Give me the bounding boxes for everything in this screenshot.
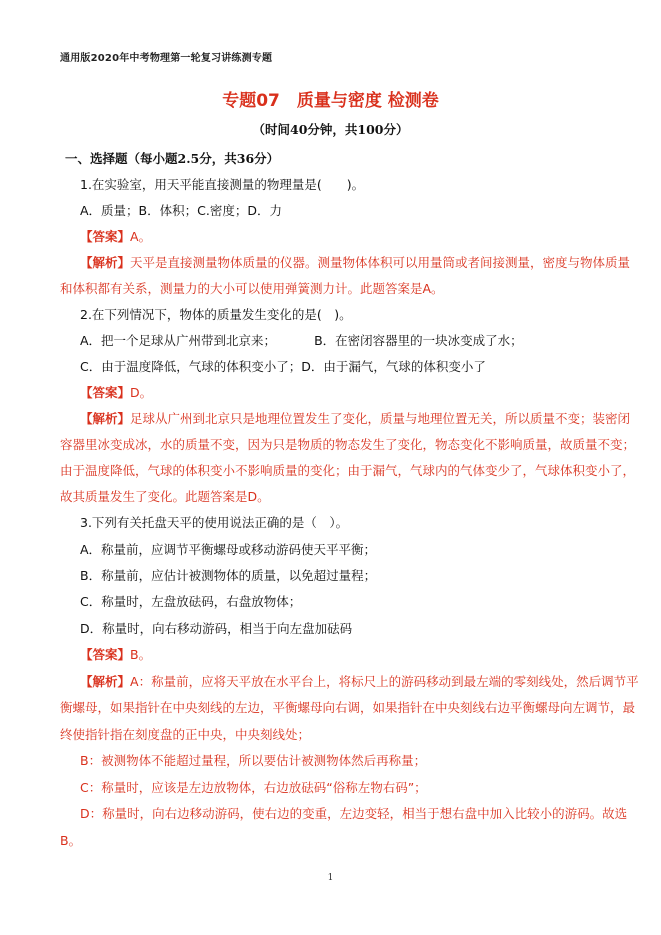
q2-option-b: B．在密闭容器里的一块冰变成了水； (314, 333, 523, 348)
q1-analysis-line2: 和体积都有关系，测量力的大小可以使用弹簧测力计。此题答案是A。 (60, 281, 444, 296)
q3-analysis-line1 (80, 674, 639, 690)
page-number: 1 (327, 873, 334, 883)
q3-option-c: C．称量时，左盘放砝码，右盘放物体； (80, 594, 302, 609)
q2-option-a: A．把一个足球从广州带到北京来； (80, 333, 277, 348)
analysis-text: 足球从广州到北京只是地理位置发生了变化，质量与地理位置无关，所以质量不变；装密闭 (130, 411, 631, 426)
analysis-text: 天平是直接测量物体质量的仪器。测量物体体积可以用量筒或者间接测量，密度与物体质量 (130, 255, 631, 270)
q1-options: A．质量；B．体积；C.密度；D．力 (80, 203, 282, 218)
analysis-tag: 【解析】 (80, 255, 131, 270)
answer-value: A。 (130, 229, 152, 244)
answer-value: B。 (130, 647, 152, 662)
q3-analysis-d-line1: D：称量时，向右边移动游码，使右边的变重，左边变轻，相当于想右盘中加入比较小的游码。故选 (80, 806, 628, 821)
q2-analysis-line1 (80, 411, 631, 427)
q2-analysis-line3: 由于温度降低，气球的体积变小不影响质量的变化；由于漏气，气球内的气体变少了，气球体积变小了， (60, 463, 636, 478)
analysis-tag: 【解析】 (80, 411, 131, 426)
analysis-text: A：称量前，应将天平放在水平台上，将标尺上的游码移动到最左端的零刻线处，然后调节平 (130, 674, 639, 689)
answer-tag: 【答案】 (80, 229, 131, 244)
section-heading: 一、选择题（每小题2.5分，共36分） (65, 151, 280, 166)
q1-answer (80, 229, 604, 245)
q2-options-ab (80, 333, 604, 349)
q3-analysis-d-line2: B。 (60, 833, 82, 848)
answer-value: D。 (130, 385, 153, 400)
document-header: 通用版2020年中考物理第一轮复习讲练测专题 (60, 53, 273, 64)
answer-tag: 【答案】 (80, 385, 131, 400)
q2-options-cd: C．由于温度降低，气球的体积变小了；D．由于漏气，气球的体积变小了 (80, 359, 486, 374)
q3-option-a: A．称量前，应调节平衡螺母或移动游码使天平平衡； (80, 542, 377, 557)
q3-analysis-line3: 终使指针指在刻度盘的正中央，中央刻线处； (60, 727, 311, 742)
q3-analysis-c: C：称量时，应该是左边放物体，右边放砝码“俗称左物右码”； (80, 780, 427, 795)
q2-analysis-line2: 容器里冰变成冰，水的质量不变，因为只是物质的物态发生了变化，物态变化不影响质量，故质量不变； (60, 437, 636, 452)
q3-analysis-line2: 衡螺母，如果指针在中央刻线的左边，平衡螺母向右调，如果指针在中央刻线右边平衡螺母向左调节，最 (60, 700, 636, 715)
analysis-tag: 【解析】 (80, 674, 131, 689)
q3-stem: 3.下列有关托盘天平的使用说法正确的是（ ）。 (80, 515, 349, 530)
page-subtitle: （时间40分钟，共100分） (252, 122, 409, 137)
answer-tag: 【答案】 (80, 647, 131, 662)
q1-analysis-line1 (80, 255, 631, 271)
q3-option-b: B．称量前，应估计被测物体的质量，以免超过量程； (80, 568, 377, 583)
q2-answer (80, 385, 604, 401)
q1-stem: 1.在实验室，用天平能直接测量的物理量是( )。 (80, 177, 365, 192)
q2-analysis-line4: 故其质量发生了变化。此题答案是D。 (60, 489, 270, 504)
page-title: 专题07 质量与密度 检测卷 (222, 91, 439, 111)
q3-analysis-b: B：被测物体不能超过量程，所以要估计被测物体然后再称量； (80, 753, 427, 768)
q3-answer (80, 647, 604, 663)
q3-option-d: D．称量时，向右移动游码，相当于向左盘加砝码 (80, 621, 353, 636)
q2-stem: 2.在下列情况下，物体的质量发生变化的是( )。 (80, 307, 352, 322)
